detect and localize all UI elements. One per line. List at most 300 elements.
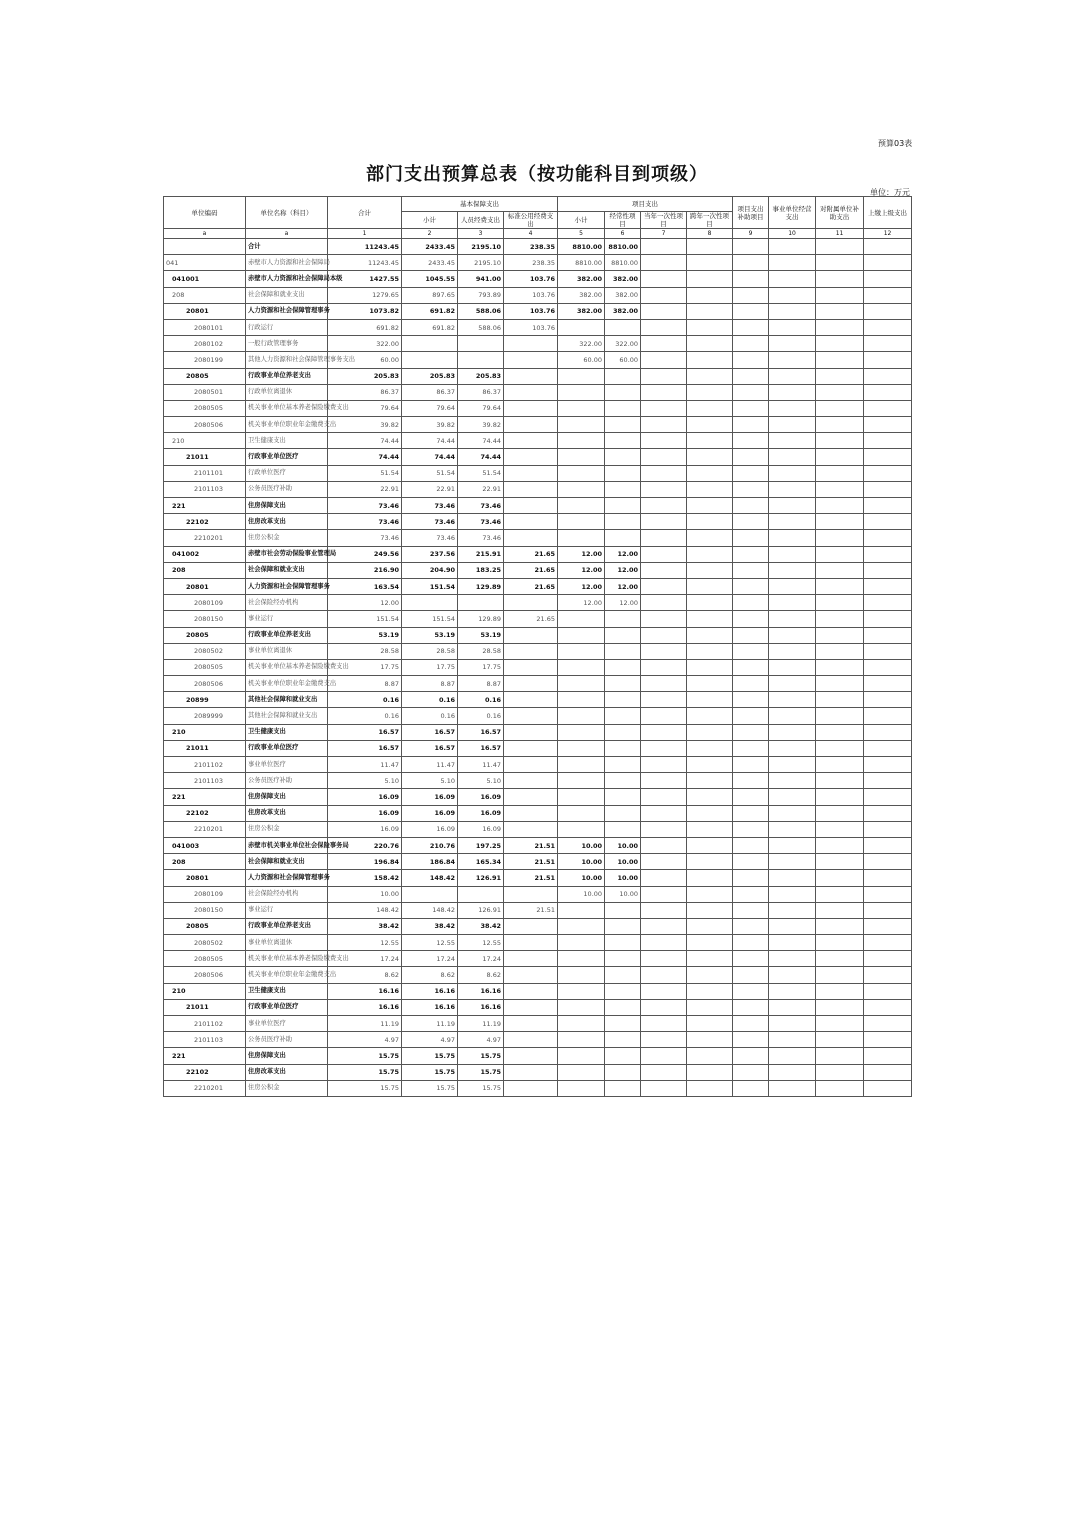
cell-personnel: 2195.10 <box>458 255 504 271</box>
cell-code: 2101102 <box>164 1016 246 1032</box>
cell-total: 16.57 <box>328 740 402 756</box>
cell-personnel: 73.46 <box>458 530 504 546</box>
cell-basic-sub: 15.75 <box>402 1080 458 1096</box>
cell-empty <box>864 546 912 562</box>
cell-empty <box>733 1064 769 1080</box>
cell-proj-sub <box>558 983 605 999</box>
cell-basic-sub: 86.37 <box>402 384 458 400</box>
cell-proj-sub <box>558 498 605 514</box>
unit-label: 单位：万元 <box>870 188 910 197</box>
cell-empty <box>769 886 816 902</box>
column-index: 6 <box>605 229 641 239</box>
cell-empty <box>641 336 687 352</box>
cell-code: 2080505 <box>164 951 246 967</box>
cell-name: 机关事业单位基本养老保险缴费支出 <box>246 659 328 675</box>
cell-code: 22102 <box>164 514 246 530</box>
table-row <box>164 627 912 643</box>
cell-empty <box>687 967 733 983</box>
table-row <box>164 433 912 449</box>
cell-name: 住房公积金 <box>246 530 328 546</box>
cell-empty <box>816 255 864 271</box>
cell-basic-sub: 1045.55 <box>402 271 458 287</box>
cell-personnel: 73.46 <box>458 498 504 514</box>
cell-name: 住房保障支出 <box>246 498 328 514</box>
table-row <box>164 935 912 951</box>
cell-proj-sub <box>558 805 605 821</box>
cell-empty <box>687 319 733 335</box>
cell-empty <box>864 352 912 368</box>
cell-basic-sub: 16.09 <box>402 789 458 805</box>
cell-total: 17.75 <box>328 659 402 675</box>
cell-empty <box>733 821 769 837</box>
cell-code: 2080109 <box>164 595 246 611</box>
cell-empty <box>733 498 769 514</box>
cell-empty <box>641 287 687 303</box>
cell-basic-sub: 73.46 <box>402 514 458 530</box>
cell-code: 2080101 <box>164 319 246 335</box>
cell-personnel: 0.16 <box>458 692 504 708</box>
cell-total: 15.75 <box>328 1048 402 1064</box>
cell-empty <box>864 578 912 594</box>
cell-name: 事业运行 <box>246 902 328 918</box>
cell-proj-sub: 60.00 <box>558 352 605 368</box>
cell-total: 0.16 <box>328 692 402 708</box>
cell-regular: 322.00 <box>605 336 641 352</box>
cell-personnel <box>458 336 504 352</box>
cell-empty <box>733 578 769 594</box>
header-one-time-current: 当年一次性项目 <box>641 212 687 229</box>
cell-proj-sub <box>558 368 605 384</box>
cell-public: 21.51 <box>504 854 558 870</box>
cell-empty <box>769 546 816 562</box>
cell-proj-sub <box>558 643 605 659</box>
cell-proj-sub: 12.00 <box>558 595 605 611</box>
table-row <box>164 692 912 708</box>
cell-empty <box>816 481 864 497</box>
cell-empty <box>816 708 864 724</box>
cell-proj-sub <box>558 789 605 805</box>
cell-empty <box>733 530 769 546</box>
cell-basic-sub <box>402 352 458 368</box>
cell-empty <box>769 643 816 659</box>
cell-code: 22102 <box>164 805 246 821</box>
cell-name: 卫生健康支出 <box>246 983 328 999</box>
cell-name: 住房改革支出 <box>246 1064 328 1080</box>
table-row <box>164 368 912 384</box>
cell-empty <box>816 530 864 546</box>
cell-proj-sub <box>558 692 605 708</box>
cell-public <box>504 967 558 983</box>
cell-regular <box>605 611 641 627</box>
cell-regular <box>605 918 641 934</box>
column-index: a <box>246 229 328 239</box>
table-row <box>164 578 912 594</box>
cell-empty <box>769 433 816 449</box>
cell-basic-sub: 12.55 <box>402 935 458 951</box>
cell-personnel: 12.55 <box>458 935 504 951</box>
cell-empty <box>733 773 769 789</box>
cell-code: 221 <box>164 1048 246 1064</box>
cell-empty <box>687 287 733 303</box>
cell-empty <box>687 724 733 740</box>
cell-proj-sub <box>558 465 605 481</box>
cell-empty <box>641 951 687 967</box>
cell-empty <box>641 659 687 675</box>
cell-public <box>504 1064 558 1080</box>
cell-empty <box>769 837 816 853</box>
cell-total: 28.58 <box>328 643 402 659</box>
cell-personnel <box>458 886 504 902</box>
cell-basic-sub: 16.57 <box>402 724 458 740</box>
cell-empty <box>733 481 769 497</box>
cell-empty <box>687 643 733 659</box>
cell-proj-sub: 8810.00 <box>558 255 605 271</box>
cell-code: 2101101 <box>164 465 246 481</box>
cell-personnel: 5.10 <box>458 773 504 789</box>
cell-empty <box>733 303 769 319</box>
cell-proj-sub <box>558 902 605 918</box>
page-title: 部门支出预算总表（按功能科目到项级） <box>366 164 708 185</box>
cell-empty <box>641 255 687 271</box>
cell-empty <box>816 562 864 578</box>
cell-total: 0.16 <box>328 708 402 724</box>
cell-total: 16.57 <box>328 724 402 740</box>
cell-proj-sub <box>558 951 605 967</box>
cell-empty <box>641 773 687 789</box>
cell-basic-sub: 11.47 <box>402 757 458 773</box>
table-row <box>164 287 912 303</box>
cell-personnel: 11.47 <box>458 757 504 773</box>
cell-code: 2080505 <box>164 659 246 675</box>
cell-empty <box>769 400 816 416</box>
cell-public <box>504 1080 558 1096</box>
cell-empty <box>641 595 687 611</box>
cell-name: 赤壁市机关事业单位社会保险事务局 <box>246 837 328 853</box>
cell-empty <box>816 724 864 740</box>
cell-total: 22.91 <box>328 481 402 497</box>
cell-empty <box>733 595 769 611</box>
cell-empty <box>687 951 733 967</box>
cell-proj-sub: 10.00 <box>558 837 605 853</box>
cell-code: 2080506 <box>164 967 246 983</box>
cell-empty <box>864 1064 912 1080</box>
cell-proj-sub <box>558 773 605 789</box>
cell-empty <box>769 983 816 999</box>
cell-code: 2080501 <box>164 384 246 400</box>
cell-empty <box>769 789 816 805</box>
cell-total: 216.90 <box>328 562 402 578</box>
table-row <box>164 239 912 255</box>
cell-empty <box>864 368 912 384</box>
column-index: 11 <box>816 229 864 239</box>
cell-basic-sub: 151.54 <box>402 611 458 627</box>
cell-basic-sub <box>402 595 458 611</box>
cell-empty <box>641 417 687 433</box>
cell-empty <box>641 886 687 902</box>
cell-public <box>504 368 558 384</box>
cell-public <box>504 336 558 352</box>
cell-code: 210 <box>164 724 246 740</box>
cell-empty <box>864 481 912 497</box>
cell-empty <box>687 805 733 821</box>
table-row <box>164 870 912 886</box>
cell-empty <box>769 740 816 756</box>
cell-empty <box>733 967 769 983</box>
cell-empty <box>641 918 687 934</box>
cell-empty <box>687 837 733 853</box>
cell-regular <box>605 530 641 546</box>
cell-empty <box>769 449 816 465</box>
cell-name: 合计 <box>246 239 328 255</box>
cell-regular: 382.00 <box>605 303 641 319</box>
cell-personnel: 73.46 <box>458 514 504 530</box>
cell-empty <box>769 676 816 692</box>
cell-regular <box>605 514 641 530</box>
cell-total: 17.24 <box>328 951 402 967</box>
cell-name: 住房改革支出 <box>246 805 328 821</box>
cell-public <box>504 514 558 530</box>
cell-public: 238.35 <box>504 239 558 255</box>
cell-code: 2080502 <box>164 935 246 951</box>
cell-empty <box>864 595 912 611</box>
cell-code: 20805 <box>164 368 246 384</box>
cell-public <box>504 465 558 481</box>
cell-empty <box>864 837 912 853</box>
table-row <box>164 676 912 692</box>
cell-total: 1279.65 <box>328 287 402 303</box>
cell-empty <box>816 821 864 837</box>
cell-public <box>504 627 558 643</box>
cell-public <box>504 999 558 1015</box>
cell-personnel: 16.57 <box>458 740 504 756</box>
table-row <box>164 967 912 983</box>
cell-basic-sub: 51.54 <box>402 465 458 481</box>
cell-empty <box>769 854 816 870</box>
cell-empty <box>641 967 687 983</box>
cell-basic-sub: 2433.45 <box>402 255 458 271</box>
cell-personnel: 8.87 <box>458 676 504 692</box>
cell-code: 20805 <box>164 627 246 643</box>
cell-public: 103.76 <box>504 271 558 287</box>
cell-name: 住房公积金 <box>246 1080 328 1096</box>
cell-public <box>504 740 558 756</box>
table-row <box>164 1032 912 1048</box>
cell-empty <box>864 1016 912 1032</box>
cell-public <box>504 659 558 675</box>
table-row <box>164 303 912 319</box>
cell-empty <box>641 805 687 821</box>
cell-public <box>504 1016 558 1032</box>
cell-public <box>504 417 558 433</box>
cell-personnel: 79.64 <box>458 400 504 416</box>
cell-empty <box>641 1048 687 1064</box>
cell-empty <box>864 336 912 352</box>
cell-empty <box>733 676 769 692</box>
cell-public <box>504 805 558 821</box>
cell-total: 196.84 <box>328 854 402 870</box>
cell-empty <box>769 611 816 627</box>
cell-empty <box>733 319 769 335</box>
cell-empty <box>769 918 816 934</box>
cell-empty <box>769 498 816 514</box>
cell-public <box>504 1048 558 1064</box>
column-index-row <box>164 229 912 239</box>
cell-name: 行政事业单位养老支出 <box>246 627 328 643</box>
cell-basic-sub: 11.19 <box>402 1016 458 1032</box>
cell-regular: 12.00 <box>605 562 641 578</box>
cell-empty <box>769 870 816 886</box>
column-index: 1 <box>328 229 402 239</box>
cell-code: 221 <box>164 789 246 805</box>
cell-empty <box>733 999 769 1015</box>
cell-basic-sub: 2433.45 <box>402 239 458 255</box>
cell-total: 73.46 <box>328 498 402 514</box>
cell-name: 人力资源和社会保障管理事务 <box>246 303 328 319</box>
cell-proj-sub <box>558 935 605 951</box>
cell-empty <box>687 821 733 837</box>
cell-personnel: 941.00 <box>458 271 504 287</box>
cell-empty <box>687 1064 733 1080</box>
cell-empty <box>864 433 912 449</box>
cell-basic-sub: 16.16 <box>402 999 458 1015</box>
cell-public: 103.76 <box>504 303 558 319</box>
cell-regular <box>605 319 641 335</box>
cell-proj-sub <box>558 708 605 724</box>
column-index: 7 <box>641 229 687 239</box>
cell-code: 20801 <box>164 870 246 886</box>
cell-proj-sub: 322.00 <box>558 336 605 352</box>
cell-proj-sub <box>558 1032 605 1048</box>
cell-empty <box>687 400 733 416</box>
cell-regular <box>605 967 641 983</box>
cell-empty <box>864 239 912 255</box>
table-row <box>164 352 912 368</box>
cell-empty <box>864 627 912 643</box>
cell-empty <box>864 740 912 756</box>
cell-empty <box>769 821 816 837</box>
cell-empty <box>687 870 733 886</box>
cell-empty <box>816 967 864 983</box>
header-public-funds: 标准公用经费支出 <box>504 212 558 229</box>
cell-empty <box>864 935 912 951</box>
cell-total: 220.76 <box>328 837 402 853</box>
cell-empty <box>641 433 687 449</box>
cell-empty <box>733 255 769 271</box>
cell-empty <box>864 967 912 983</box>
table-row <box>164 951 912 967</box>
cell-total: 11.19 <box>328 1016 402 1032</box>
cell-personnel: 129.89 <box>458 578 504 594</box>
cell-empty <box>816 271 864 287</box>
cell-regular <box>605 498 641 514</box>
cell-empty <box>687 708 733 724</box>
cell-basic-sub: 73.46 <box>402 530 458 546</box>
cell-empty <box>733 352 769 368</box>
cell-proj-sub <box>558 967 605 983</box>
cell-proj-sub <box>558 918 605 934</box>
cell-empty <box>816 805 864 821</box>
cell-empty <box>687 481 733 497</box>
cell-empty <box>687 578 733 594</box>
cell-regular <box>605 1016 641 1032</box>
cell-empty <box>864 611 912 627</box>
cell-empty <box>687 773 733 789</box>
cell-empty <box>816 514 864 530</box>
table-row <box>164 983 912 999</box>
table-row <box>164 1016 912 1032</box>
cell-total: 53.19 <box>328 627 402 643</box>
cell-empty <box>733 757 769 773</box>
cell-empty <box>687 417 733 433</box>
cell-regular <box>605 740 641 756</box>
cell-empty <box>769 659 816 675</box>
cell-proj-sub <box>558 999 605 1015</box>
cell-empty <box>641 643 687 659</box>
cell-personnel: 215.91 <box>458 546 504 562</box>
cell-empty <box>864 676 912 692</box>
cell-personnel: 17.24 <box>458 951 504 967</box>
table-row <box>164 805 912 821</box>
cell-empty <box>864 789 912 805</box>
cell-code: 22102 <box>164 1064 246 1080</box>
cell-empty <box>816 643 864 659</box>
cell-total: 16.09 <box>328 805 402 821</box>
cell-empty <box>864 1032 912 1048</box>
budget-table <box>163 196 912 1097</box>
cell-basic-sub: 17.24 <box>402 951 458 967</box>
cell-name: 赤壁市社会劳动保险事业管理局 <box>246 546 328 562</box>
cell-empty <box>769 481 816 497</box>
cell-code: 2080102 <box>164 336 246 352</box>
cell-empty <box>733 449 769 465</box>
table-row <box>164 724 912 740</box>
cell-empty <box>769 967 816 983</box>
cell-name: 行政单位医疗 <box>246 465 328 481</box>
cell-total: 60.00 <box>328 352 402 368</box>
cell-empty <box>769 514 816 530</box>
cell-empty <box>816 983 864 999</box>
column-index: 8 <box>687 229 733 239</box>
cell-basic-sub: 22.91 <box>402 481 458 497</box>
cell-total: 15.75 <box>328 1080 402 1096</box>
header-project: 项目支出 <box>558 197 733 212</box>
table-row <box>164 319 912 335</box>
cell-proj-sub <box>558 400 605 416</box>
table-row <box>164 562 912 578</box>
cell-proj-sub <box>558 1064 605 1080</box>
cell-empty <box>864 1080 912 1096</box>
cell-basic-sub: 16.09 <box>402 821 458 837</box>
cell-empty <box>816 578 864 594</box>
cell-empty <box>733 935 769 951</box>
cell-empty <box>769 303 816 319</box>
cell-public: 103.76 <box>504 319 558 335</box>
cell-empty <box>687 336 733 352</box>
cell-empty <box>816 465 864 481</box>
table-row <box>164 514 912 530</box>
cell-empty <box>816 1032 864 1048</box>
cell-personnel: 165.34 <box>458 854 504 870</box>
cell-empty <box>864 384 912 400</box>
cell-basic-sub: 897.65 <box>402 287 458 303</box>
cell-empty <box>864 303 912 319</box>
cell-empty <box>816 319 864 335</box>
cell-basic-sub: 186.84 <box>402 854 458 870</box>
cell-empty <box>687 611 733 627</box>
cell-empty <box>641 384 687 400</box>
cell-basic-sub: 0.16 <box>402 692 458 708</box>
cell-empty <box>864 854 912 870</box>
